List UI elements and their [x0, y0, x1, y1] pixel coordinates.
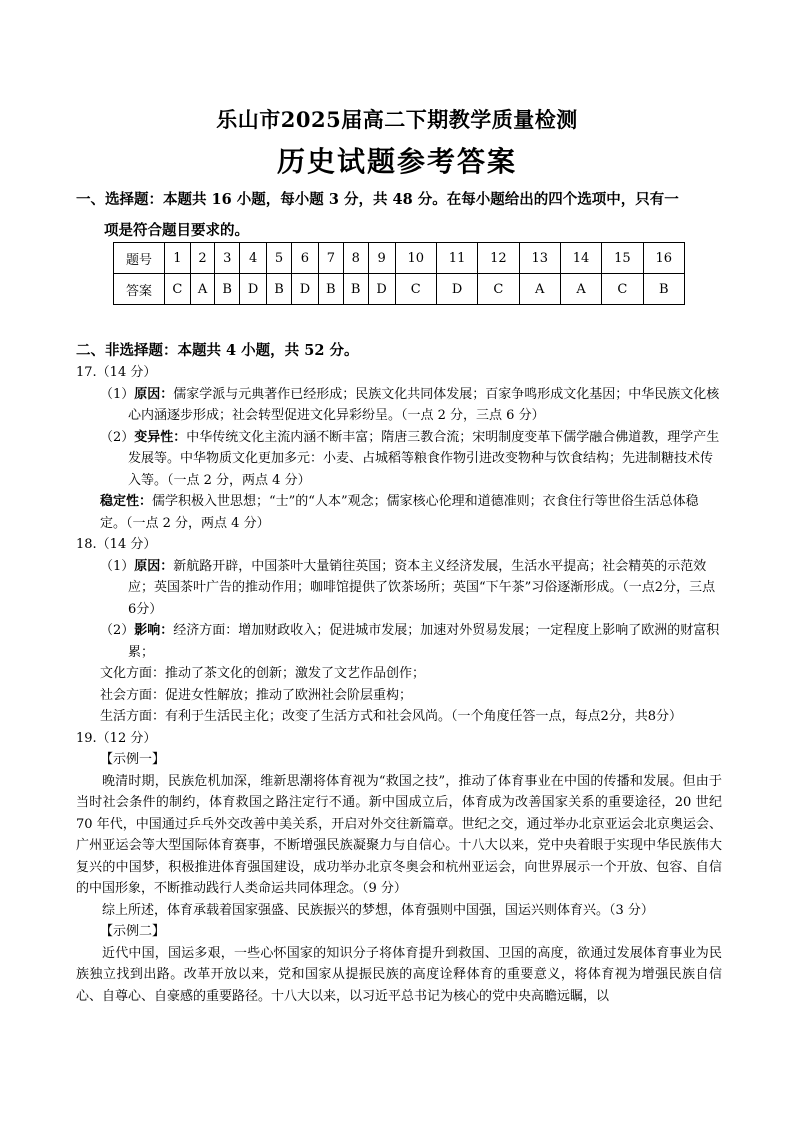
answer-cell: A	[519, 274, 560, 305]
question-number: 8	[343, 243, 368, 274]
answer-cell: B	[267, 274, 292, 305]
q19-example2-paragraph1: 近代中国，国运多艰，一些心怀国家的知识分子将体育提升到救国、卫国的高度，欲通过发展体育事业为民族独立找到出路。改革开放以来，党和国家从提振民族的高度诠释体育的重要意义，将体育视为增强民族自信心、自尊心、自豪感的重要路径。十八大以来，以习近平总书记为核心的党中央高瞻远瞩，以	[76, 945, 722, 1004]
answer-cell: D	[368, 274, 395, 305]
q19-example1-paragraph2: 综上所述，体育承载着国家强盛、民族振兴的梦想，体育强则中国强，国运兴则体育兴。（3 分）	[102, 902, 654, 918]
question-number: 7	[318, 243, 343, 274]
q18-culture: 文化方面：推动了茶文化的创新；激发了文艺作品创作；	[100, 666, 426, 681]
q17-part1-text: 儒家学派与元典著作已经形成；民族文化共同体发展；百家争鸣形成文化基因；中华民族文化核心内涵逐步形成；社会转型促进文化异彩纷呈。（一点 2 分，三点 6 分）	[128, 386, 720, 423]
row-label-number: 题号	[114, 243, 165, 274]
row-label-answer: 答案	[114, 274, 165, 305]
question-number: 16	[643, 243, 684, 274]
q18-part1-text: 新航路开辟，中国茶叶大量销往英国；资本主义经济发展，生活水平提高；社会精英的示范效应；英国茶叶广告的推动作用；咖啡馆提供了饮茶场所；英国“下午茶”习俗逐渐形成。（一点2分，三点6分）	[128, 558, 716, 617]
q19-number: 19.（12 分）	[76, 730, 157, 746]
section1-line1: 一、选择题：本题共 16 小题，每小题 3 分，共 48 分。在每小题给出的四个选项中，只有一	[76, 191, 679, 208]
question-number: 9	[368, 243, 395, 274]
answer-cell: A	[190, 274, 214, 305]
answer-cell: B	[343, 274, 368, 305]
exam-title: 乐山市2025届高二下期教学质量检测	[216, 107, 578, 132]
answer-table	[113, 242, 685, 305]
q18-part2-text: 经济方面：增加财政收入；促进城市发展；加速对外贸易发展；一定程度上影响了欧洲的财富积累；	[128, 623, 720, 660]
answer-cell: B	[318, 274, 343, 305]
question-number: 2	[190, 243, 214, 274]
answer-cell: C	[165, 274, 191, 305]
q18-part1-prefix: （1）	[100, 558, 135, 574]
answer-cell: B	[215, 274, 240, 305]
q19-example1-paragraph1: 晚清时期，民族危机加深，维新思潮将体育视为“救国之技”，推动了体育事业在中国的传播和发展。但由于当时社会条件的制约，体育救国之路注定行不通。新中国成立后，体育成为改善国家关系的重要途径，20 世纪 70 年代，中国通过乒乓外交改善中美关系，开启对外交往新篇章。世纪之交，通过举办北京亚运会北京奥运会、广州亚运会等大型国际体育赛事，不断增强民族凝聚力与自信心。十八大以来，党中央着眼于实现中华民族伟大复兴的中国梦，积极推进体育强国建设，成功举办北京冬奥会和杭州亚运会，向世界展示一个开放、包容、自信的中国形象，不断推动践行人类命运共同体理念。（9 分）	[76, 773, 722, 896]
q18-part1-label: 原因：	[134, 558, 174, 574]
q18-number: 18.（14 分）	[76, 537, 157, 552]
question-number: 11	[436, 243, 477, 274]
q17-part2-text: 中华传统文化主流内涵不断丰富；隋唐三教合流；宋明制度变革下儒学融合佛道教，理学产生发展等。中华物质文化更加多元：小麦、占城稻等粮食作物引进改变物种与饮食结构；先进制糖技术传入等。（一点 2 分，两点 4 分）	[128, 429, 720, 488]
q17-part2-label: 变异性：	[134, 429, 187, 445]
answer-cell: D	[436, 274, 477, 305]
answer-cell: D	[291, 274, 318, 305]
answer-cell: C	[395, 274, 436, 305]
section1-heading	[76, 184, 726, 246]
question-number: 4	[240, 243, 267, 274]
q18-part2	[76, 620, 722, 663]
answer-key-title: 历史试题参考答案	[276, 145, 517, 178]
q17-part2-prefix: （2）	[100, 429, 135, 445]
q18-part1	[76, 556, 722, 621]
question-number: 14	[560, 243, 601, 274]
q18-life: 生活方面：有利于生活民主化；改变了生活方式和社会风尚。（一个角度任答一点，每点2分，共8分）	[100, 709, 683, 724]
question-number: 3	[215, 243, 240, 274]
question-number: 15	[602, 243, 643, 274]
question-number: 5	[267, 243, 292, 274]
section2-body	[76, 362, 722, 1007]
answer-cell: C	[602, 274, 643, 305]
section2-heading: 二、非选择题：本题共 4 小题，共 52 分。	[76, 342, 359, 359]
question-number: 1	[165, 243, 191, 274]
answer-cell: B	[643, 274, 684, 305]
section1-line2: 项是符合题目要求的。	[104, 222, 249, 239]
q18-part2-prefix: （2）	[100, 623, 135, 638]
question-number: 6	[291, 243, 318, 274]
question-number: 12	[478, 243, 519, 274]
q19-example1-title: 【示例一】	[100, 752, 166, 767]
q18-society: 社会方面：促进女性解放；推动了欧洲社会阶层重构；	[100, 687, 413, 703]
q17-part3	[76, 491, 722, 534]
answer-cell: A	[560, 274, 601, 305]
q17-part2	[76, 427, 722, 492]
question-number-row	[114, 243, 685, 274]
answer-cell: C	[478, 274, 519, 305]
q17-number: 17.（14 分）	[76, 365, 157, 380]
q17-part1	[76, 384, 722, 427]
q17-part3-text: 儒学积极入世思想；“士”的“人本”观念；儒家核心伦理和道德准则；衣食住行等世俗生活总体稳定。（一点 2 分，两点 4 分）	[100, 494, 699, 531]
q19-example2-title: 【示例二】	[100, 924, 166, 939]
question-number: 10	[395, 243, 436, 274]
q17-part1-label: 原因：	[134, 386, 174, 402]
answer-cell: D	[240, 274, 267, 305]
q18-part2-label: 影响：	[134, 623, 174, 638]
q17-part1-prefix: （1）	[100, 386, 135, 402]
question-number: 13	[519, 243, 560, 274]
q17-part3-label: 稳定性：	[100, 494, 153, 509]
answer-row	[114, 274, 685, 305]
